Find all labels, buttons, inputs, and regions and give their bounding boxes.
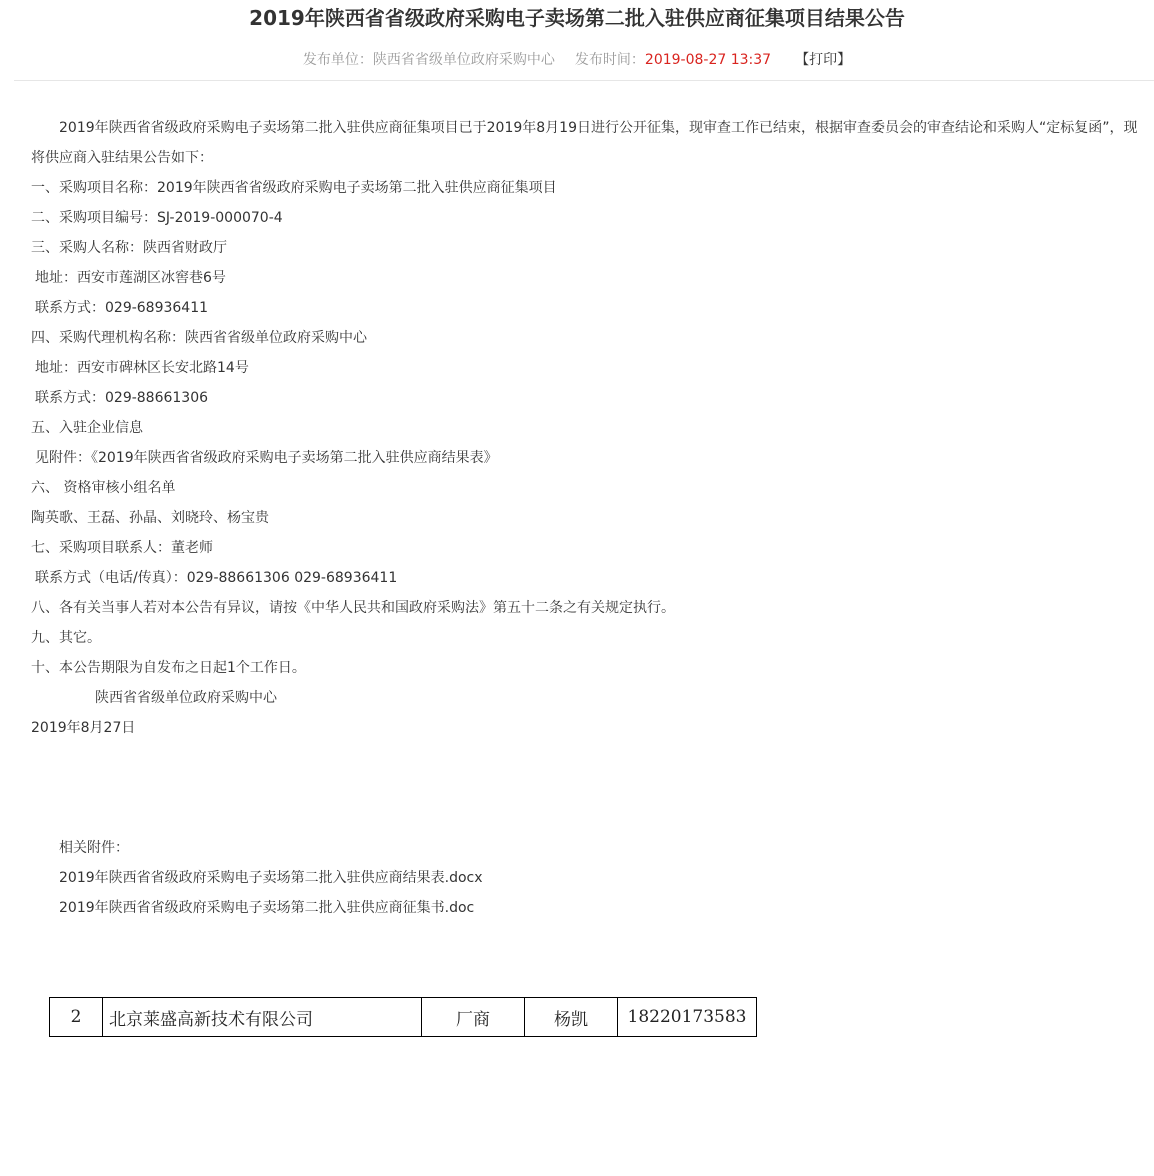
print-button[interactable]: 【打印】 xyxy=(795,52,852,68)
notice-content xyxy=(31,113,1146,743)
table-cell-company: 北京莱盛高新技术有限公司 xyxy=(103,998,422,1037)
result-table xyxy=(49,997,757,1037)
table-cell-phone: 18220173583 xyxy=(618,998,757,1037)
content-line: 一、采购项目名称：2019年陕西省省级政府采购电子卖场第二批入驻供应商征集项目 xyxy=(31,180,557,196)
publish-time-value: 2019-08-27 13:37 xyxy=(644,52,772,68)
intro-paragraph: 2019年陕西省省级政府采购电子卖场第二批入驻供应商征集项目已于2019年8月19日进行公开征集，现审查工作已结束，根据审查委员会的审查结论和采购人“定标复函”，现将供应商入驻结果公告如下： xyxy=(31,120,1138,166)
table-cell-type: 厂商 xyxy=(422,998,525,1037)
content-line: 七、采购项目联系人：董老师 xyxy=(31,540,213,556)
table-cell-index: 2 xyxy=(50,998,103,1037)
attachment-link-solicitation-doc[interactable]: 2019年陕西省省级政府采购电子卖场第二批入驻供应商征集书.doc xyxy=(59,900,475,916)
publish-time-label: 发布时间： xyxy=(574,52,645,68)
content-line: 四、采购代理机构名称：陕西省省级单位政府采购中心 xyxy=(31,330,367,346)
content-line: 九、其它。 xyxy=(31,630,101,646)
content-line: 联系方式：029-88661306 xyxy=(35,390,209,406)
content-line: 六、 资格审核小组名单 xyxy=(31,480,176,496)
table-cell-contact: 杨凯 xyxy=(525,998,618,1037)
notice-date: 2019年8月27日 xyxy=(31,720,136,736)
content-line: 联系方式：029-68936411 xyxy=(35,300,209,316)
content-line: 五、入驻企业信息 xyxy=(31,420,143,436)
content-line: 见附件：《2019年陕西省省级政府采购电子卖场第二批入驻供应商结果表》 xyxy=(35,450,498,466)
header-divider xyxy=(14,80,1154,81)
attachments-section xyxy=(59,833,483,923)
content-line: 地址：西安市莲湖区冰窖巷6号 xyxy=(35,270,226,286)
content-line: 陶英歌、王磊、孙晶、刘晓玲、杨宝贵 xyxy=(31,510,269,526)
content-line: 十、本公告期限为自发布之日起1个工作日。 xyxy=(31,660,306,676)
content-line: 地址：西安市碑林区长安北路14号 xyxy=(35,360,249,376)
attachments-label: 相关附件： xyxy=(59,840,129,856)
notice-meta xyxy=(0,50,1154,70)
content-line: 联系方式（电话/传真）：029-88661306 029-68936411 xyxy=(35,570,398,586)
content-line: 三、采购人名称：陕西省财政厅 xyxy=(31,240,227,256)
publisher-label: 发布单位： xyxy=(302,52,373,68)
table-row xyxy=(50,998,757,1037)
publisher-value: 陕西省省级单位政府采购中心 xyxy=(372,52,555,68)
page-title: 2019年陕西省省级政府采购电子卖场第二批入驻供应商征集项目结果公告 xyxy=(249,6,905,30)
content-line: 八、各有关当事人若对本公告有异议，请按《中华人民共和国政府采购法》第五十二条之有关规定执行。 xyxy=(31,600,675,616)
signer: 陕西省省级单位政府采购中心 xyxy=(95,690,277,706)
attachment-link-result-docx[interactable]: 2019年陕西省省级政府采购电子卖场第二批入驻供应商结果表.docx xyxy=(59,870,483,886)
content-line: 二、采购项目编号：SJ-2019-000070-4 xyxy=(31,210,283,226)
